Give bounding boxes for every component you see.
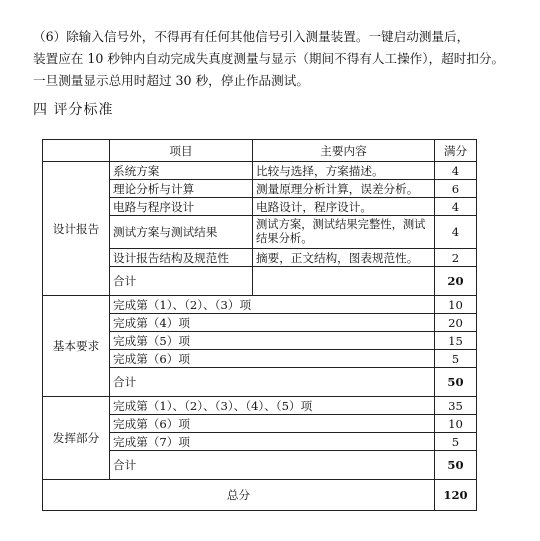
item-cell: 完成第（7）项	[110, 433, 435, 451]
instruction-paragraph	[33, 26, 513, 92]
item-cell: 理论分析与计算	[110, 180, 253, 198]
score-cell: 10	[435, 296, 477, 314]
paragraph-line: 一旦测量显示总用时超过 30 秒，停止作品测试。	[33, 73, 309, 88]
grand-total-score: 120	[435, 480, 477, 511]
score-cell: 20	[435, 314, 477, 332]
content-cell: 测试方案，测试结果完整性，测试结果分析。	[253, 216, 435, 249]
grand-total-label: 总分	[43, 480, 435, 511]
score-cell: 2	[435, 249, 477, 267]
score-cell: 4	[435, 198, 477, 216]
item-cell: 完成第（5）项	[110, 332, 435, 350]
item-cell: 设计报告结构及规范性	[110, 249, 253, 267]
category-extension: 发挥部分	[43, 397, 110, 480]
score-cell: 5	[435, 433, 477, 451]
paragraph-line: （6）除输入信号外，不得再有任何其他信号引入测量装置。一键启动测量后，	[33, 29, 470, 44]
subtotal-content	[253, 267, 435, 296]
item-cell: 测试方案与测试结果	[110, 216, 253, 249]
content-cell: 摘要，正文结构，图表规范性。	[253, 249, 435, 267]
table-row	[43, 162, 477, 180]
item-cell: 完成第（4）项	[110, 314, 435, 332]
header-content: 主要内容	[253, 140, 435, 162]
paragraph-line: 装置应在 10 秒钟内自动完成失真度测量与显示（期间不得有人工操作），超时扣分。	[33, 51, 505, 66]
subtotal-score: 50	[435, 451, 477, 480]
item-cell: 完成第（1）、（2）、（3）、（4）、（5）项	[110, 397, 435, 415]
score-cell: 10	[435, 415, 477, 433]
content-cell: 比较与选择，方案描述。	[253, 162, 435, 180]
item-cell: 电路与程序设计	[110, 198, 253, 216]
subtotal-label: 合计	[110, 368, 435, 397]
section-heading: 四 评分标准	[33, 102, 114, 118]
content-cell: 测量原理分析计算，误差分析。	[253, 180, 435, 198]
grand-total-row	[43, 480, 477, 511]
table-row	[43, 397, 477, 415]
subtotal-label: 合计	[110, 451, 435, 480]
score-cell: 5	[435, 350, 477, 368]
content-cell: 电路设计，程序设计。	[253, 198, 435, 216]
score-cell: 6	[435, 180, 477, 198]
header-item: 项目	[110, 140, 253, 162]
category-basic: 基本要求	[43, 296, 110, 397]
item-cell: 完成第（6）项	[110, 415, 435, 433]
subtotal-score: 20	[435, 267, 477, 296]
score-cell: 4	[435, 216, 477, 249]
header-category	[43, 140, 110, 162]
score-cell: 35	[435, 397, 477, 415]
score-cell: 15	[435, 332, 477, 350]
category-design-report: 设计报告	[43, 162, 110, 296]
header-score: 满分	[435, 140, 477, 162]
item-cell: 完成第（1）、（2）、（3）项	[110, 296, 435, 314]
subtotal-label: 合计	[110, 267, 253, 296]
table-row	[43, 296, 477, 314]
subtotal-score: 50	[435, 368, 477, 397]
item-cell: 完成第（6）项	[110, 350, 435, 368]
item-cell: 系统方案	[110, 162, 253, 180]
table-header-row	[43, 140, 477, 162]
score-cell: 4	[435, 162, 477, 180]
scoring-table	[42, 139, 477, 511]
